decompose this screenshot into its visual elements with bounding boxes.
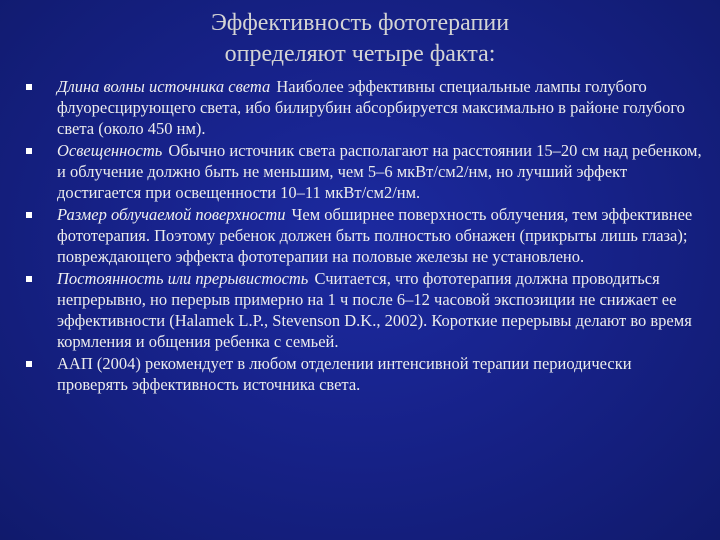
- bullet-term: Постоянность или прерывистость: [57, 269, 309, 288]
- bullet-text: Чем обширнее поверхность облучения, тем эффективнее фототерапия. Поэтому ребенок должен быть полностью обнажен (прикрыты лишь глаза); повреждающего эффекта фототерапии на половые железы не установлено.: [57, 205, 693, 266]
- bullet-text: Обычно источник света располагают на расстоянии 15–20 см над ребенком, и облучение должно быть не меньшим, чем 5–6 мкВт/см2/нм, но лучший эффект достигается при освещенности 10–11 мкВт/см2/нм.: [57, 141, 702, 202]
- slide-title-line-1: Эффективность фототерапии: [210, 10, 510, 36]
- slide-title: [140, 8, 580, 70]
- bullet-text: Считается, что фототерапия должна проводиться непрерывно, но перерыв примерно на 1 ч после 6–12 часовой экспозиции не снижает ее эффективности (Halamek L.P., Stevenson D.K., 2002). Короткие перерывы делают во время кормления и общения ребенка с семьей.: [57, 269, 692, 351]
- bullet-text: Наиболее эффективны специальные лампы голубого флуоресцирующего света, ибо билирубин абсорбируется максимально в районе голубого света (около 450 нм).: [57, 77, 685, 138]
- bullet-text: ААП (2004) рекомендует в любом отделении интенсивной терапии периодически проверять эффективность источника света.: [57, 354, 632, 394]
- bullet-term: Размер облучаемой поверхности: [57, 205, 286, 224]
- bullet-term: Освещенность: [57, 141, 163, 160]
- bullet-item-continuity: [26, 268, 702, 352]
- square-bullet-icon: [26, 148, 32, 154]
- bullet-term: Длина волны источника света: [57, 77, 271, 96]
- bullet-item-aap-recommendation: [26, 353, 702, 395]
- bullet-list: [26, 76, 702, 396]
- slide-title-line-2: определяют четыре факта:: [224, 41, 496, 67]
- bullet-item-wavelength: [26, 76, 702, 139]
- square-bullet-icon: [26, 276, 32, 282]
- square-bullet-icon: [26, 212, 32, 218]
- square-bullet-icon: [26, 361, 32, 367]
- bullet-item-surface-size: [26, 204, 702, 267]
- bullet-item-illuminance: [26, 140, 702, 203]
- square-bullet-icon: [26, 84, 32, 90]
